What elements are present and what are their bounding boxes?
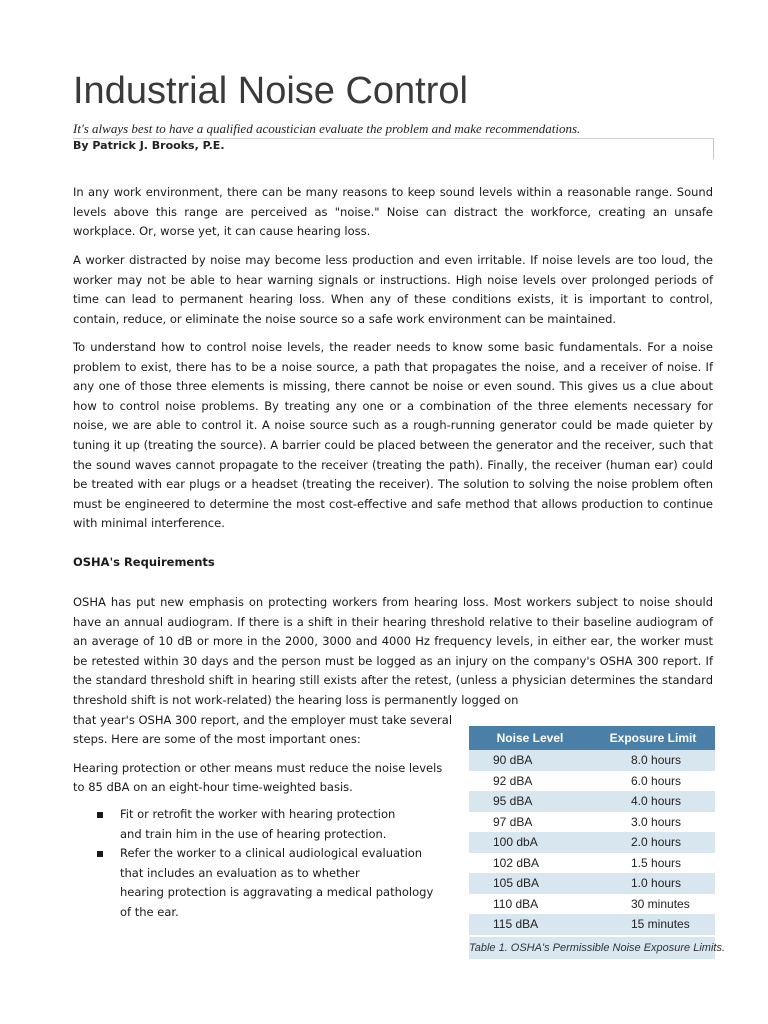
table-row xyxy=(469,914,715,935)
table-row xyxy=(469,771,715,792)
exposure-limit-cell: 4.0 hours xyxy=(591,791,715,812)
list-item-line: that includes an evaluation as to whether xyxy=(120,865,360,880)
noise-level-cell: 90 dBA xyxy=(469,750,591,771)
table-row xyxy=(469,832,715,853)
noise-level-cell: 92 dBA xyxy=(469,771,591,792)
exposure-limit-cell: 6.0 hours xyxy=(591,771,715,792)
exposure-limit-cell: 1.5 hours xyxy=(591,853,715,874)
osha-heading: OSHA's Requirements xyxy=(73,555,215,569)
exposure-limit-cell: 2.0 hours xyxy=(591,832,715,853)
article-byline: By Patrick J. Brooks, P.E. xyxy=(73,139,225,152)
article-title: Industrial Noise Control xyxy=(73,70,468,112)
noise-level-cell: 97 dBA xyxy=(469,812,591,833)
exposure-limit-cell: 3.0 hours xyxy=(591,812,715,833)
protection-line: Hearing protection or other means must reduce the noise levels xyxy=(73,761,443,775)
osha-narrow-line: steps. Here are some of the most important ones: xyxy=(73,732,361,746)
exposure-limit-cell: 15 minutes xyxy=(591,914,715,935)
noise-level-cell: 102 dBA xyxy=(469,853,591,874)
table-row xyxy=(469,853,715,874)
osha-narrow-line: that year's OSHA 300 report, and the employer must take several xyxy=(73,713,453,727)
table-row xyxy=(469,812,715,833)
list-item-line: Fit or retrofit the worker with hearing protection xyxy=(120,807,396,821)
noise-exposure-table xyxy=(469,726,715,935)
noise-level-cell: 115 dBA xyxy=(469,914,591,935)
noise-level-cell: 110 dBA xyxy=(469,894,591,915)
paragraph-osha: OSHA has put new emphasis on protecting workers from hearing loss. Most workers subject to noise should have an annual audiogram. If there is a shift in their hearing threshold relative to their baseline audiogram of an average of 10 dB or more in the 2000, 3000 and 4000 Hz frequency levels, in either ear, the worker must be retested within 30 days and the person must be logged as an injury on the company's OSHA 300 report. If the standard threshold shift in hearing still exists after the retest, (unless a physician determines the standard threshold shift is not work-related) the hearing loss is permanently logged on xyxy=(73,595,713,707)
list-item-line: hearing protection is aggravating a medical pathology xyxy=(120,885,434,900)
table-header-exposure-limit: Exposure Limit xyxy=(591,726,715,750)
paragraph-intro: In any work environment, there can be many reasons to keep sound levels within a reasonable range. Sound levels above this range are perceived as "noise." Noise can distract the workforce, creating an unsafe workplace. Or, worse yet, it can cause hearing loss. xyxy=(73,185,713,239)
exposure-limit-cell: 1.0 hours xyxy=(591,873,715,894)
list-item-line: and train him in the use of hearing protection. xyxy=(120,826,387,841)
paragraph-fundamentals: To understand how to control noise levels, the reader needs to know some basic fundamentals. For a noise problem to exist, there has to be a noise source, a path that propagates the noise, and a receiver of noise. If any one of those three elements is missing, there cannot be noise or even sound. This gives us a clue about how to control noise problems. By treating any one or a combination of the three elements necessary for noise, we are able to control it. A noise source such as a rough-running generator could be made quieter by tuning it up (treating the source). A barrier could be placed between the generator and the receiver, such that the sound waves cannot propagate to the receiver (treating the path). Finally, the receiver (human ear) could be treated with ear plugs or a headset (treating the receiver). The solution to solving the noise problem often must be engineered to determine the most cost-effective and safe method that allows production to continue with minimal interference. xyxy=(73,340,713,531)
paragraph-distraction: A worker distracted by noise may become less production and even irritable. If noise levels are too loud, the worker may not be able to hear warning signals or instructions. High noise levels over prolonged periods of time can lead to permanent hearing loss. When any of these conditions exists, it is important to control, contain, reduce, or eliminate the noise source so a safe work environment can be maintained. xyxy=(73,253,713,326)
table-caption: Table 1. OSHA's Permissible Noise Exposure Limits. xyxy=(469,937,715,959)
list-item xyxy=(95,805,465,844)
table-header-noise-level: Noise Level xyxy=(469,726,591,750)
table-row xyxy=(469,791,715,812)
article-subtitle: It's always best to have a qualified acoustician evaluate the problem and make recommendations. xyxy=(73,121,581,136)
exposure-limit-cell: 8.0 hours xyxy=(591,750,715,771)
noise-level-cell: 95 dBA xyxy=(469,791,591,812)
exposure-limit-cell: 30 minutes xyxy=(591,894,715,915)
table-row xyxy=(469,750,715,771)
requirements-list xyxy=(95,805,465,923)
noise-level-cell: 105 dBA xyxy=(469,873,591,894)
table-row xyxy=(469,894,715,915)
list-item-line: of the ear. xyxy=(120,904,179,919)
protection-line: to 85 dBA on an eight-hour time-weighted basis. xyxy=(73,780,353,794)
list-item xyxy=(95,844,465,922)
noise-level-cell: 100 dbA xyxy=(469,832,591,853)
table-row xyxy=(469,873,715,894)
list-item-line: Refer the worker to a clinical audiological evaluation xyxy=(120,846,423,861)
